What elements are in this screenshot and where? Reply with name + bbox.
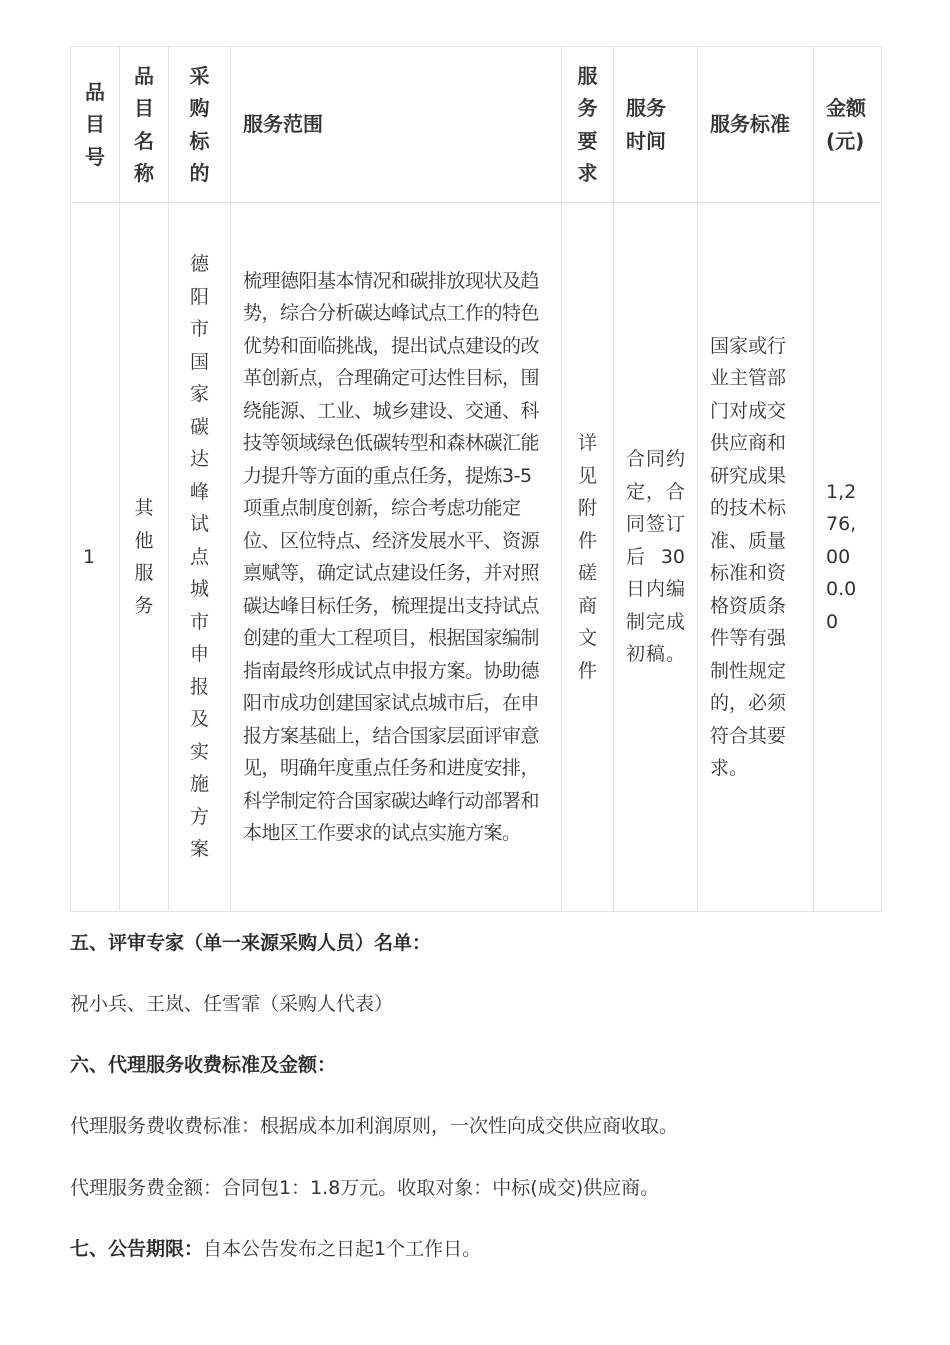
header-requirement: 服务要求 — [562, 47, 614, 203]
section5-text: 祝小兵、王岚、任雪霏（采购人代表） — [70, 993, 394, 1015]
header-time: 服务时间 — [614, 47, 698, 203]
table-header-row — [71, 47, 882, 203]
header-target: 采购标的 — [169, 47, 231, 203]
section7-line — [70, 1234, 481, 1261]
cell-item-name: 其他服务 — [120, 203, 169, 912]
cell-amount: 1,276,000.00 — [814, 203, 882, 912]
procurement-table — [70, 46, 882, 912]
cell-time: 合同约定，合同签订后30日内编制完成初稿。 — [614, 203, 698, 912]
header-item-no: 品目号 — [71, 47, 120, 203]
section7-label: 七、公告期限： — [70, 1238, 204, 1260]
header-amount: 金额(元) — [814, 47, 882, 203]
table-row — [71, 203, 882, 912]
cell-requirement: 详见附件磋商文件 — [562, 203, 614, 912]
header-scope: 服务范围 — [231, 47, 562, 203]
section5-heading: 五、评审专家（单一来源采购人员）名单： — [70, 932, 432, 954]
section6-line1: 代理服务费收费标准：根据成本加利润原则，一次性向成交供应商收取。 — [70, 1115, 679, 1137]
header-standard: 服务标准 — [698, 47, 814, 203]
cell-standard: 国家或行业主管部门对成交供应商和研究成果的技术标准、质量标准和资格资质条件等有强制性规定的，必须符合其要求。 — [698, 203, 814, 912]
cell-scope: 梳理德阳基本情况和碳排放现状及趋势，综合分析碳达峰试点工作的特色优势和面临挑战，提出试点建设的改革创新点，合理确定可达性目标，围绕能源、工业、城乡建设、交通、科技等领域绿色低碳转型和森林碳汇能力提升等方面的重点任务，提炼3-5项重点制度创新，综合考虑功能定位、区位特点、经济发展水平、资源禀赋等，确定试点建设任务，并对照碳达峰目标任务，梳理提出支持试点创建的重大工程项目，根据国家编制指南最终形成试点申报方案。协助德阳市成功创建国家试点城市后，在申报方案基础上，结合国家层面评审意见，明确年度重点任务和进度安排，科学制定符合国家碳达峰行动部署和本地区工作要求的试点实施方案。 — [231, 203, 562, 912]
section7-text: 自本公告发布之日起1个工作日。 — [203, 1238, 482, 1260]
cell-target: 德阳市国家碳达峰试点城市申报及实施方案 — [169, 203, 231, 912]
procurement-table-container — [70, 46, 881, 912]
section6-line2: 代理服务费金额：合同包1：1.8万元。收取对象：中标(成交)供应商。 — [70, 1177, 660, 1199]
cell-item-no: 1 — [71, 203, 120, 912]
section6-heading: 六、代理服务收费标准及金额： — [70, 1054, 337, 1076]
header-item-name: 品目名称 — [120, 47, 169, 203]
